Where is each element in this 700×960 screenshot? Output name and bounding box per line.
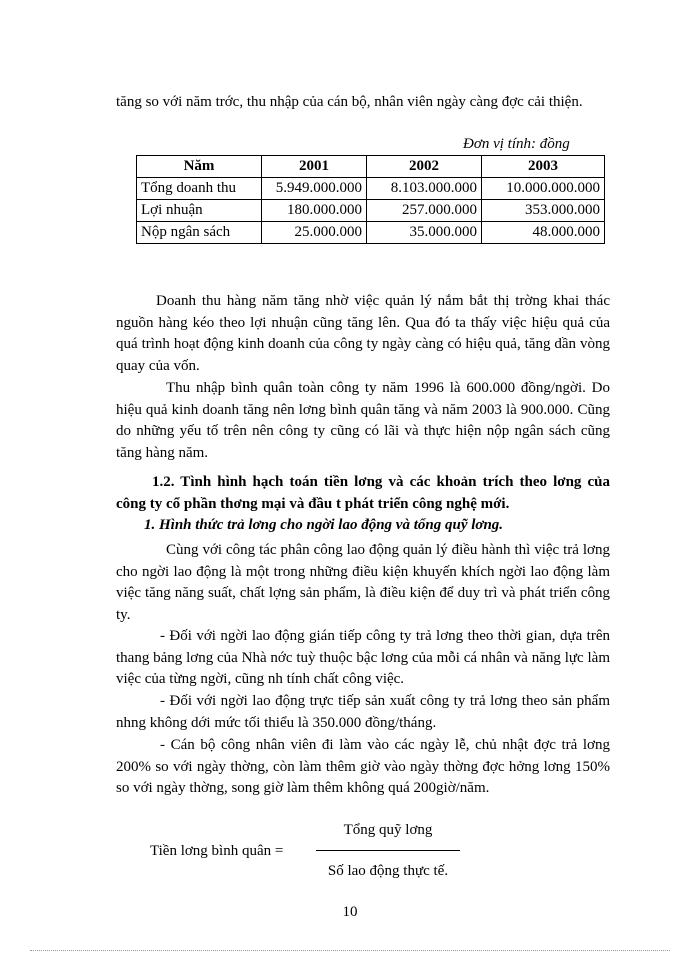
header-cell-year: Năm xyxy=(137,156,262,178)
table-cell: 48.000.000 xyxy=(482,222,605,244)
page-number: 10 xyxy=(342,904,358,920)
table-header-row xyxy=(137,156,605,178)
table-cell: 5.949.000.000 xyxy=(262,178,367,200)
paragraph-wage-intro: Cùng với công tác phân công lao động quản lý điều hành thì việc trả lơng cho ngời lao động là một trong những điều kiện khuyến khích ngời lao động làm việc tăng năng suất, chất lợng sản phẩm, là điều kiện để duy trì và phát triển công ty. xyxy=(116,542,610,623)
formula-numerator: Tổng quỹ lơng xyxy=(343,822,433,838)
formula-label: Tiền lơng bình quân = xyxy=(150,843,284,859)
row-label: Nộp ngân sách xyxy=(137,222,262,244)
table-row xyxy=(137,200,605,222)
table-cell: 8.103.000.000 xyxy=(367,178,482,200)
table-cell: 257.000.000 xyxy=(367,200,482,222)
paragraph-revenue: Doanh thu hàng năm tăng nhờ việc quản lý nắm bắt thị trờng khai thác nguồn hàng kéo theo lợi nhuận cũng tăng lên. Qua đó ta thấy việc hiệu quả của quá trình hoạt động kinh doanh của công ty ngày càng có hiệu quả, tăng dần vòng quay của vốn. xyxy=(116,293,610,374)
unit-label: Đơn vị tính: đồng xyxy=(463,136,570,152)
paragraph-overtime: - Cán bộ công nhân viên đi làm vào các ngày lễ, chủ nhật đợc trả lơng 200% so với ngày thờng, còn làm thêm giờ vào ngày thờng đợc hởng lơng 150% so với ngày thờng, song giờ làm thêm không quá 200giờ/năm. xyxy=(116,737,610,796)
formula-denominator: Số lao động thực tế. xyxy=(327,863,449,879)
paragraph-indirect-labor: - Đối với ngời lao động gián tiếp công ty trả lơng theo thời gian, dựa trên thang bảng lơng của Nhà nớc tuỳ thuộc bậc lơng của mỗi cá nhân và năng lực làm việc của từng ngời, cũng nh tính chất công việc. xyxy=(116,628,610,687)
table-cell: 35.000.000 xyxy=(367,222,482,244)
table-cell: 25.000.000 xyxy=(262,222,367,244)
paragraph-direct-labor: - Đối với ngời lao động trực tiếp sản xuất công ty trả lơng theo sản phẩm nhng không dới mức tối thiểu là 350.000 đồng/tháng. xyxy=(116,693,610,731)
table-row xyxy=(137,178,605,200)
financial-table xyxy=(136,155,605,244)
intro-paragraph: tăng so với năm trớc, thu nhập của cán bộ, nhân viên ngày càng đợc cải thiện. xyxy=(116,94,583,110)
table-row xyxy=(137,222,605,244)
row-label: Tổng doanh thu xyxy=(137,178,262,200)
table-cell: 180.000.000 xyxy=(262,200,367,222)
footer-divider xyxy=(30,950,670,951)
subsection-heading: 1. Hình thức trả lơng cho ngời lao động và tổng quỹ lơng. xyxy=(144,517,504,533)
fraction-bar xyxy=(316,850,460,851)
section-heading: 1.2. Tình hình hạch toán tiền lơng và các khoản trích theo lơng của công ty cổ phần thơng mại và đầu t phát triển công nghệ mới. xyxy=(116,474,610,512)
header-cell-2001: 2001 xyxy=(262,156,367,178)
table-cell: 10.000.000.000 xyxy=(482,178,605,200)
header-cell-2003: 2003 xyxy=(482,156,605,178)
header-cell-2002: 2002 xyxy=(367,156,482,178)
row-label: Lợi nhuận xyxy=(137,200,262,222)
paragraph-income: Thu nhập bình quân toàn công ty năm 1996 là 600.000 đồng/ngời. Do hiệu quả kinh doanh tăng nên lơng bình quân tăng và năm 2003 là 900.000. Cũng do những yếu tố trên nên công ty cũng có lãi và thực hiện nộp ngân sách cũng tăng hàng năm. xyxy=(116,380,610,461)
table-cell: 353.000.000 xyxy=(482,200,605,222)
